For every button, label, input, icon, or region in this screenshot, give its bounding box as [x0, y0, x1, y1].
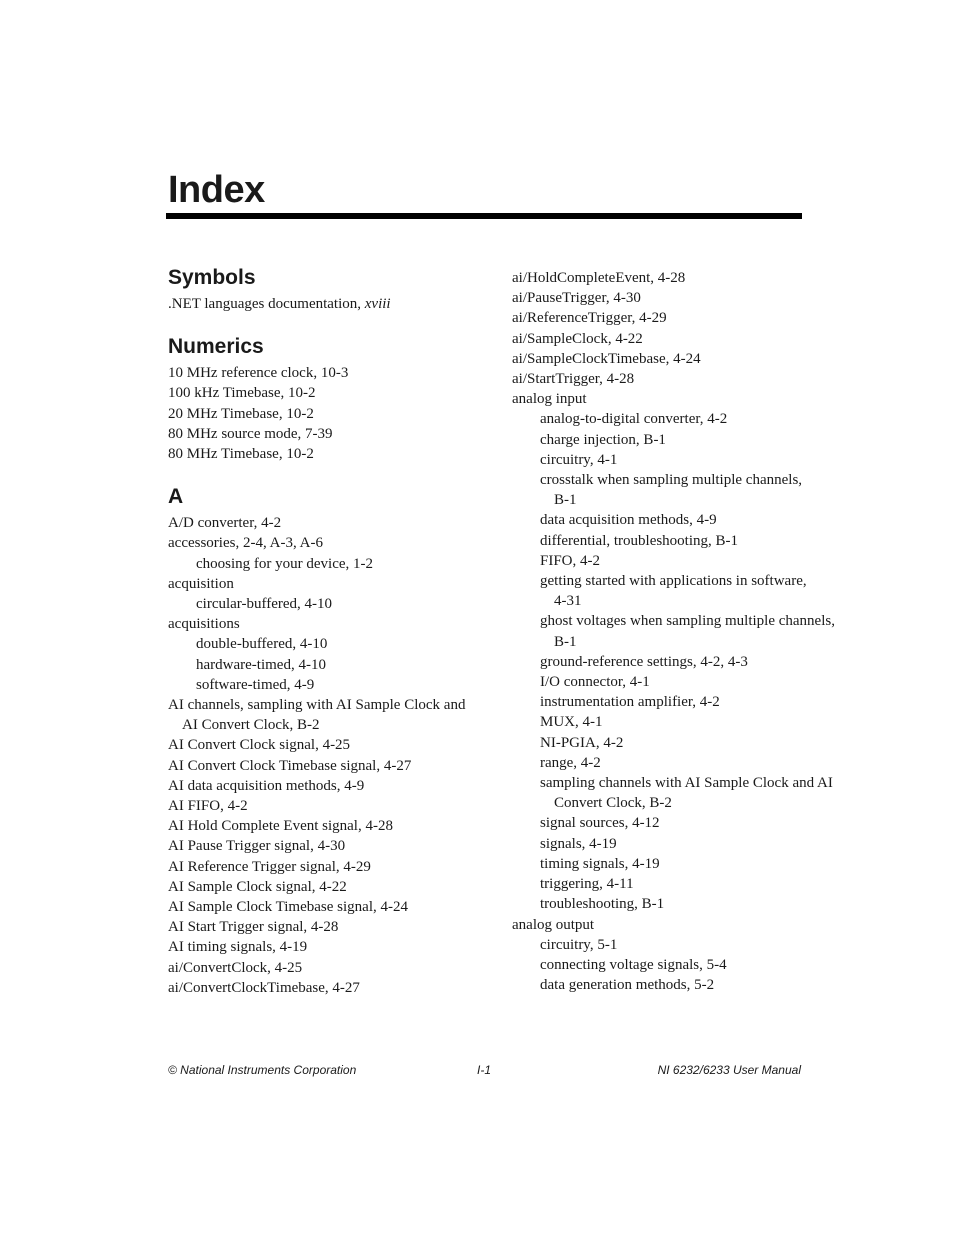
index-entry: AI Sample Clock signal, 4-22 — [168, 878, 347, 895]
index-entry: AI timing signals, 4-19 — [168, 939, 308, 956]
index-entry: AI Sample Clock Timebase signal, 4-24 — [168, 899, 408, 916]
index-entry: ai/StartTrigger, 4-28 — [512, 371, 635, 388]
index-entry: ai/HoldCompleteEvent, 4-28 — [512, 270, 686, 286]
index-entry: 20 MHz Timebase, 10-2 — [168, 405, 314, 422]
index-entry: AI FIFO, 4-2 — [168, 798, 248, 815]
index-subentry: choosing for your device, 1-2 — [196, 555, 374, 572]
title-rule — [166, 213, 802, 219]
index-entry: 80 MHz Timebase, 10-2 — [168, 446, 314, 463]
entry-page-italic: xviii — [364, 296, 391, 312]
index-entry: AI Convert Clock signal, 4-25 — [168, 737, 351, 754]
index-subentry: signals, 4-19 — [540, 835, 617, 852]
index-entry: AI Reference Trigger signal, 4-29 — [168, 858, 371, 875]
index-entry: acquisitions — [168, 616, 240, 633]
index-entry: ai/ReferenceTrigger, 4-29 — [512, 310, 667, 327]
index-entry: A/D converter, 4-2 — [168, 515, 282, 532]
index-subentry: differential, troubleshooting, B-1 — [540, 532, 739, 549]
index-subentry: data acquisition methods, 4-9 — [540, 512, 717, 529]
section-heading-a: A — [168, 485, 184, 509]
index-subentry: sampling channels with AI Sample Clock and AI Convert Clock, B-2 — [540, 775, 833, 812]
index-entry — [168, 294, 488, 314]
index-subentry: circuitry, 4-1 — [540, 451, 618, 468]
index-subentry: hardware-timed, 4-10 — [196, 656, 326, 673]
index-entry: 10 MHz reference clock, 10-3 — [168, 365, 349, 382]
index-entry: accessories, 2-4, A-3, A-6 — [168, 535, 323, 552]
index-entry: analog input — [512, 391, 587, 408]
index-subentry: instrumentation amplifier, 4-2 — [540, 694, 720, 711]
index-subentry: I/O connector, 4-1 — [540, 674, 650, 691]
index-subentry: timing signals, 4-19 — [540, 855, 660, 872]
index-subentry: software-timed, 4-9 — [196, 676, 315, 693]
index-subentry: range, 4-2 — [540, 754, 601, 771]
index-subentry: data generation methods, 5-2 — [540, 977, 715, 994]
index-entry: ai/SampleClockTimebase, 4-24 — [512, 350, 701, 367]
index-entry: AI channels, sampling with AI Sample Clock and AI Convert Clock, B-2 — [168, 697, 466, 734]
index-entry: ai/ConvertClock, 4-25 — [168, 959, 303, 976]
page-title: Index — [168, 169, 265, 211]
index-entry: 100 kHz Timebase, 10-2 — [168, 385, 316, 402]
index-entry: AI Pause Trigger signal, 4-30 — [168, 838, 346, 855]
index-left-column — [168, 264, 488, 998]
index-entry: acquisition — [168, 575, 234, 592]
index-subentry: double-buffered, 4-10 — [196, 636, 328, 653]
index-entry: AI data acquisition methods, 4-9 — [168, 777, 365, 794]
index-subentry: circular-buffered, 4-10 — [196, 596, 333, 613]
index-subentry: troubleshooting, B-1 — [540, 896, 665, 913]
index-entry: ai/SampleClock, 4-22 — [512, 330, 643, 347]
index-entry: analog output — [512, 916, 595, 933]
index-subentry: connecting voltage signals, 5-4 — [540, 956, 727, 973]
index-subentry: NI-PGIA, 4-2 — [540, 734, 624, 751]
index-entry: AI Convert Clock Timebase signal, 4-27 — [168, 757, 412, 774]
index-subentry: signal sources, 4-12 — [540, 815, 660, 832]
index-subentry: MUX, 4-1 — [540, 714, 603, 731]
footer-manual-title: NI 6232/6233 User Manual — [657, 1063, 801, 1077]
index-subentry: ground-reference settings, 4-2, 4-3 — [540, 653, 748, 670]
index-subentry: triggering, 4-11 — [540, 876, 634, 893]
index-subentry: charge injection, B-1 — [540, 431, 666, 448]
index-entry: ai/PauseTrigger, 4-30 — [512, 290, 641, 307]
footer-page-number: I-1 — [477, 1063, 492, 1077]
index-subentry: circuitry, 5-1 — [540, 936, 618, 953]
index-subentry: analog-to-digital converter, 4-2 — [540, 411, 728, 428]
section-heading-numerics: Numerics — [168, 335, 264, 359]
index-subentry: getting started with applications in software, 4-31 — [540, 573, 807, 610]
index-entry: ai/ConvertClockTimebase, 4-27 — [168, 979, 360, 996]
index-entry: 80 MHz source mode, 7-39 — [168, 425, 333, 442]
footer-copyright: © National Instruments Corporation — [168, 1063, 357, 1077]
index-entry: AI Hold Complete Event signal, 4-28 — [168, 818, 393, 835]
index-subentry: FIFO, 4-2 — [540, 552, 601, 569]
entry-text: .NET languages documentation, — [168, 296, 365, 312]
index-right-column — [512, 268, 835, 995]
section-heading-symbols: Symbols — [168, 266, 256, 289]
index-entry: AI Start Trigger signal, 4-28 — [168, 919, 339, 936]
index-subentry: crosstalk when sampling multiple channels, B-1 — [540, 472, 803, 509]
index-subentry: ghost voltages when sampling multiple channels, B-1 — [540, 613, 835, 650]
